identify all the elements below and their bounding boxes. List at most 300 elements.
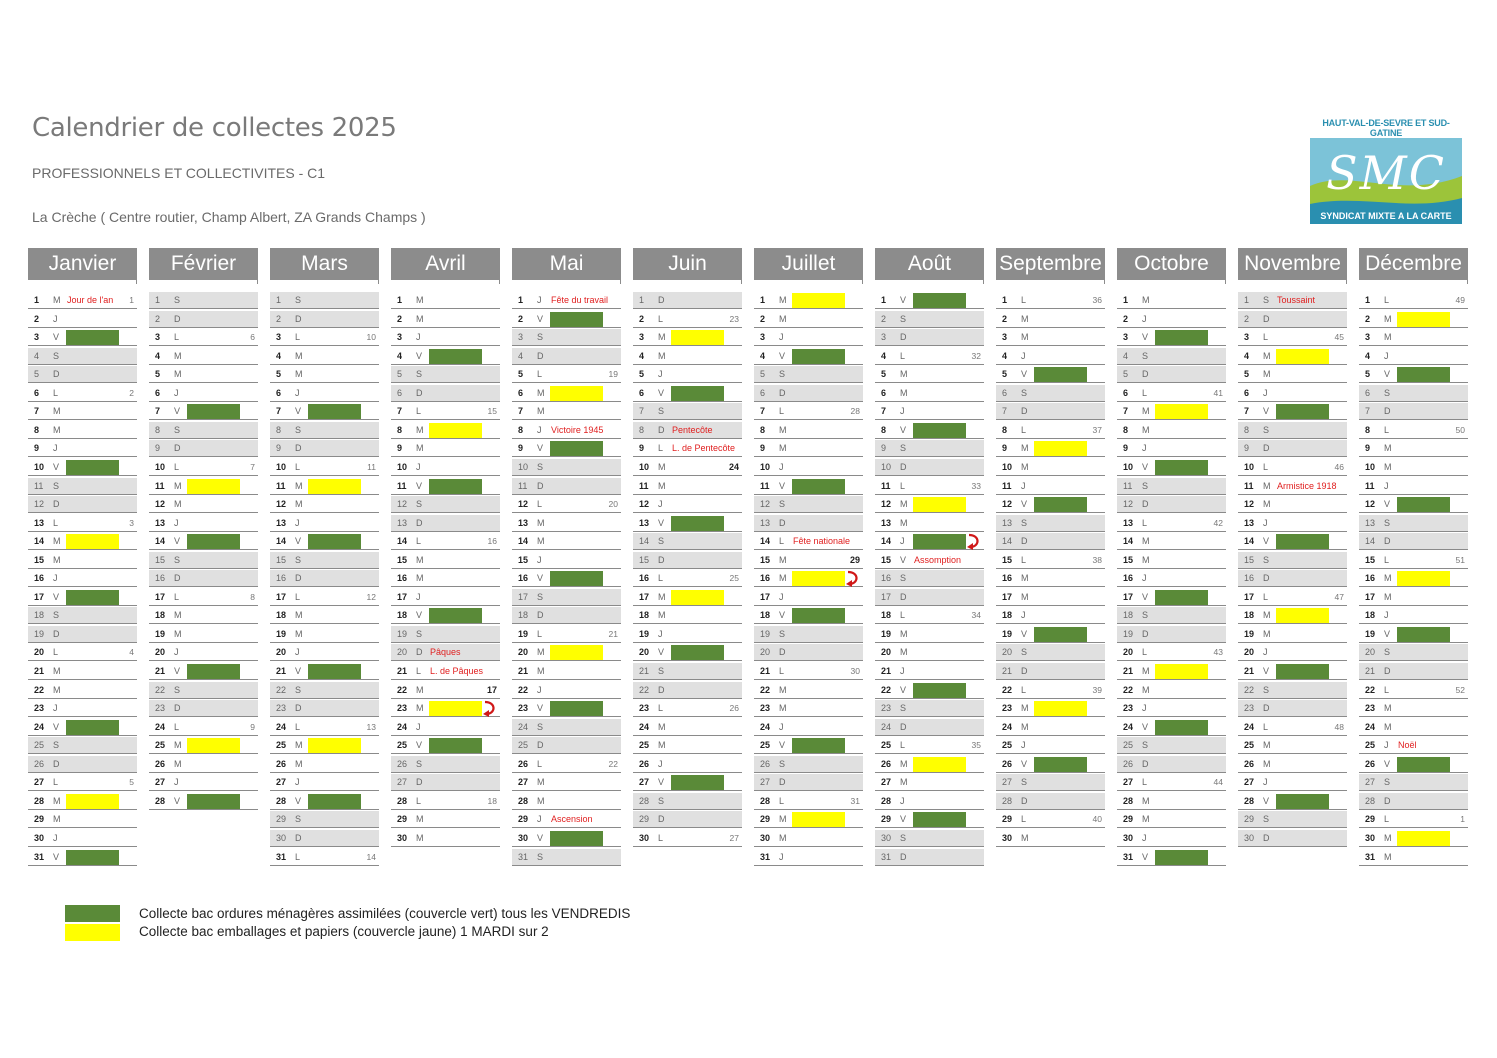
day-number: 26 bbox=[760, 758, 771, 769]
day-row bbox=[512, 440, 621, 457]
day-row bbox=[512, 422, 621, 439]
day-number: 2 bbox=[1002, 313, 1008, 324]
weekday-letter: J bbox=[900, 536, 905, 547]
weekday-letter: M bbox=[295, 350, 303, 361]
day-number: 5 bbox=[1244, 369, 1250, 380]
week-number: 12 bbox=[366, 591, 376, 602]
green-bin-collection bbox=[1276, 664, 1329, 679]
holiday-label: Pentecôte bbox=[672, 424, 713, 435]
day-number: 8 bbox=[397, 424, 403, 435]
week-number: 45 bbox=[1334, 332, 1344, 343]
day-row bbox=[391, 440, 500, 457]
day-row bbox=[1359, 849, 1468, 866]
weekday-letter: V bbox=[1384, 628, 1391, 639]
day-row bbox=[633, 644, 742, 661]
day-row bbox=[149, 478, 258, 495]
weekday-letter: M bbox=[1021, 832, 1029, 843]
day-row bbox=[633, 719, 742, 736]
day-row bbox=[270, 496, 379, 513]
day-number: 28 bbox=[276, 795, 287, 806]
day-number: 7 bbox=[639, 406, 645, 417]
week-number: 44 bbox=[1213, 777, 1223, 788]
weekday-letter: D bbox=[295, 313, 302, 324]
day-row bbox=[633, 830, 742, 847]
day-number: 25 bbox=[881, 740, 892, 751]
day-number: 6 bbox=[1002, 387, 1008, 398]
day-row bbox=[1238, 626, 1347, 643]
weekday-letter: V bbox=[1142, 461, 1149, 472]
day-row bbox=[28, 607, 137, 624]
green-bin-collection bbox=[429, 349, 482, 364]
day-number: 21 bbox=[760, 666, 771, 676]
day-row bbox=[28, 719, 137, 736]
weekday-letter: S bbox=[779, 369, 786, 380]
day-row bbox=[1359, 756, 1468, 773]
day-number: 13 bbox=[397, 517, 408, 528]
day-number: 13 bbox=[276, 517, 287, 528]
day-number: 22 bbox=[518, 684, 529, 695]
weekday-letter: D bbox=[900, 461, 907, 472]
weekday-letter: M bbox=[53, 554, 61, 565]
weekday-letter: D bbox=[658, 814, 665, 825]
weekday-letter: M bbox=[779, 554, 787, 565]
day-number: 14 bbox=[1365, 536, 1376, 547]
day-row bbox=[270, 459, 379, 476]
week-number: 42 bbox=[1213, 517, 1223, 528]
day-row bbox=[270, 830, 379, 847]
day-number: 25 bbox=[397, 740, 408, 751]
day-number: 15 bbox=[1123, 554, 1134, 565]
day-number: 11 bbox=[518, 480, 528, 491]
weekday-letter: M bbox=[416, 443, 424, 454]
day-row bbox=[1238, 719, 1347, 736]
day-row bbox=[28, 589, 137, 606]
day-row bbox=[633, 552, 742, 569]
green-bin-collection bbox=[429, 738, 482, 753]
day-number: 5 bbox=[155, 369, 161, 380]
day-row bbox=[512, 700, 621, 717]
weekday-letter: D bbox=[1384, 406, 1391, 417]
day-row bbox=[1238, 830, 1347, 847]
page-subtitle: PROFESSIONNELS ET COLLECTIVITES - C1 bbox=[32, 165, 326, 181]
green-bin-collection bbox=[66, 590, 119, 605]
day-row bbox=[1117, 533, 1226, 550]
weekday-letter: S bbox=[1384, 777, 1391, 788]
day-number: 3 bbox=[155, 332, 161, 343]
day-row bbox=[1359, 811, 1468, 828]
day-number: 10 bbox=[760, 461, 771, 472]
day-row bbox=[996, 700, 1105, 717]
day-row bbox=[1117, 719, 1226, 736]
yellow-bin-collection bbox=[429, 423, 482, 438]
weekday-letter: L bbox=[53, 387, 59, 398]
day-number: 15 bbox=[881, 554, 892, 565]
weekday-letter: L bbox=[900, 480, 906, 491]
day-number: 21 bbox=[155, 666, 166, 676]
day-number: 19 bbox=[760, 628, 771, 639]
day-number: 28 bbox=[1002, 795, 1013, 806]
day-number: 26 bbox=[397, 758, 408, 769]
weekday-letter: M bbox=[416, 424, 424, 435]
day-row bbox=[875, 607, 984, 624]
day-row bbox=[28, 756, 137, 773]
holiday-label: Armistice 1918 bbox=[1277, 480, 1337, 491]
green-bin-collection bbox=[913, 812, 966, 827]
weekday-letter: M bbox=[779, 295, 787, 305]
day-row bbox=[270, 292, 379, 309]
weekday-letter: S bbox=[658, 406, 665, 417]
week-number: 40 bbox=[1092, 814, 1102, 825]
day-row bbox=[754, 849, 863, 866]
day-number: 26 bbox=[518, 758, 529, 769]
weekday-letter: V bbox=[537, 832, 544, 843]
day-number: 22 bbox=[881, 684, 892, 695]
weekday-letter: M bbox=[537, 387, 545, 398]
weekday-letter: J bbox=[1142, 573, 1147, 584]
weekday-letter: S bbox=[53, 480, 60, 491]
day-row bbox=[512, 478, 621, 495]
day-number: 9 bbox=[1365, 443, 1371, 454]
day-row bbox=[391, 830, 500, 847]
day-row bbox=[633, 682, 742, 699]
day-number: 4 bbox=[397, 350, 403, 361]
day-row bbox=[754, 292, 863, 309]
day-row bbox=[149, 626, 258, 643]
day-number: 9 bbox=[639, 443, 645, 454]
day-number: 22 bbox=[1002, 684, 1013, 695]
weekday-letter: M bbox=[1384, 573, 1392, 584]
day-row bbox=[1238, 329, 1347, 346]
day-number: 1 bbox=[276, 295, 282, 305]
day-row bbox=[754, 644, 863, 661]
weekday-letter: S bbox=[53, 740, 60, 751]
day-number: 12 bbox=[34, 499, 45, 510]
weekday-letter: S bbox=[53, 350, 60, 361]
day-number: 25 bbox=[155, 740, 166, 751]
weekday-letter: D bbox=[416, 777, 423, 788]
day-row bbox=[1359, 626, 1468, 643]
day-row bbox=[633, 496, 742, 513]
day-number: 8 bbox=[1244, 424, 1250, 435]
weekday-letter: D bbox=[658, 295, 665, 305]
yellow-bin-collection bbox=[66, 794, 119, 809]
month-header: Septembre bbox=[996, 248, 1105, 280]
weekday-letter: M bbox=[900, 628, 908, 639]
day-row bbox=[1238, 589, 1347, 606]
day-number: 9 bbox=[34, 443, 40, 454]
day-number: 5 bbox=[881, 369, 887, 380]
day-number: 31 bbox=[881, 851, 892, 862]
day-row bbox=[754, 719, 863, 736]
day-row bbox=[1117, 292, 1226, 309]
green-bin-collection bbox=[1034, 627, 1087, 642]
weekday-letter: V bbox=[416, 350, 423, 361]
weekday-letter: M bbox=[1021, 443, 1029, 454]
weekday-letter: D bbox=[537, 350, 544, 361]
day-row bbox=[633, 737, 742, 754]
weekday-letter: L bbox=[1384, 295, 1390, 305]
day-number: 30 bbox=[1123, 832, 1134, 843]
weekday-letter: V bbox=[1021, 628, 1028, 639]
weekday-letter: M bbox=[1021, 313, 1029, 324]
weekday-letter: L bbox=[416, 666, 422, 676]
day-number: 17 bbox=[760, 591, 771, 602]
day-row bbox=[996, 385, 1105, 402]
day-number: 3 bbox=[639, 332, 645, 343]
weekday-letter: L bbox=[779, 795, 785, 806]
day-number: 30 bbox=[1244, 832, 1255, 843]
day-number: 18 bbox=[518, 610, 529, 621]
day-row bbox=[754, 366, 863, 383]
day-number: 6 bbox=[760, 387, 766, 398]
weekday-letter: V bbox=[295, 536, 302, 547]
day-row bbox=[1117, 756, 1226, 773]
day-row bbox=[270, 366, 379, 383]
day-number: 1 bbox=[1244, 295, 1250, 305]
yellow-bin-collection bbox=[792, 571, 845, 586]
day-number: 16 bbox=[518, 573, 529, 584]
day-row bbox=[270, 478, 379, 495]
weekday-letter: L bbox=[295, 461, 301, 472]
weekday-letter: D bbox=[1263, 313, 1270, 324]
month-header: Août bbox=[875, 248, 984, 280]
day-number: 24 bbox=[881, 721, 892, 732]
moved-collection-arrow-icon bbox=[482, 700, 500, 718]
day-row bbox=[875, 422, 984, 439]
weekday-letter: J bbox=[779, 721, 784, 732]
day-number: 11 bbox=[639, 480, 649, 491]
day-number: 14 bbox=[1002, 536, 1013, 547]
day-row bbox=[1359, 385, 1468, 402]
day-number: 27 bbox=[760, 777, 771, 788]
weekday-letter: M bbox=[658, 480, 666, 491]
yellow-bin-collection bbox=[187, 479, 240, 494]
day-number: 1 bbox=[155, 295, 161, 305]
day-row bbox=[28, 533, 137, 550]
day-number: 8 bbox=[639, 424, 645, 435]
day-row bbox=[996, 756, 1105, 773]
weekday-letter: S bbox=[1021, 517, 1028, 528]
day-number: 14 bbox=[1244, 536, 1255, 547]
day-number: 16 bbox=[34, 573, 45, 584]
yellow-bin-collection bbox=[1397, 831, 1450, 846]
weekday-letter: M bbox=[537, 517, 545, 528]
weekday-letter: S bbox=[537, 721, 544, 732]
weekday-letter: J bbox=[1142, 832, 1147, 843]
weekday-letter: M bbox=[537, 406, 545, 417]
weekday-letter: M bbox=[416, 703, 424, 714]
day-number: 23 bbox=[881, 703, 892, 714]
day-row bbox=[149, 663, 258, 680]
day-row bbox=[875, 644, 984, 661]
day-row bbox=[28, 422, 137, 439]
day-number: 9 bbox=[518, 443, 524, 454]
weekday-letter: J bbox=[295, 777, 300, 788]
day-number: 13 bbox=[881, 517, 892, 528]
day-row bbox=[754, 515, 863, 532]
weekday-letter: D bbox=[53, 628, 60, 639]
day-number: 15 bbox=[639, 554, 650, 565]
weekday-letter: L bbox=[53, 777, 59, 788]
day-number: 21 bbox=[34, 666, 45, 676]
day-row bbox=[1359, 478, 1468, 495]
day-row bbox=[1359, 533, 1468, 550]
day-row bbox=[1117, 811, 1226, 828]
day-row bbox=[1359, 496, 1468, 513]
weekday-letter: L bbox=[1021, 684, 1027, 695]
day-row bbox=[633, 700, 742, 717]
day-row bbox=[754, 348, 863, 365]
weekday-letter: J bbox=[1263, 777, 1268, 788]
day-number: 11 bbox=[1365, 480, 1375, 491]
day-row bbox=[633, 756, 742, 773]
weekday-letter: S bbox=[174, 424, 181, 435]
weekday-letter: D bbox=[1021, 406, 1028, 417]
weekday-letter: M bbox=[1142, 424, 1150, 435]
week-number: 29 bbox=[849, 554, 860, 565]
weekday-letter: D bbox=[53, 499, 60, 510]
green-bin-collection bbox=[792, 608, 845, 623]
day-row bbox=[28, 459, 137, 476]
day-number: 17 bbox=[518, 591, 529, 602]
weekday-letter: M bbox=[416, 573, 424, 584]
weekday-letter: V bbox=[1263, 666, 1270, 676]
day-row bbox=[754, 737, 863, 754]
green-bin-collection bbox=[550, 312, 603, 327]
weekday-letter: M bbox=[1384, 591, 1392, 602]
day-number: 4 bbox=[1002, 350, 1008, 361]
weekday-letter: D bbox=[658, 424, 665, 435]
day-row bbox=[391, 570, 500, 587]
day-number: 15 bbox=[1365, 554, 1376, 565]
yellow-bin-collection bbox=[671, 590, 724, 605]
weekday-letter: M bbox=[53, 795, 61, 806]
day-row bbox=[1117, 607, 1226, 624]
weekday-letter: V bbox=[1263, 406, 1270, 417]
weekday-letter: M bbox=[174, 480, 182, 491]
day-row bbox=[512, 311, 621, 328]
green-bin-collection bbox=[550, 571, 603, 586]
weekday-letter: V bbox=[416, 740, 423, 751]
day-number: 6 bbox=[276, 387, 282, 398]
day-row bbox=[28, 478, 137, 495]
weekday-letter: V bbox=[537, 573, 544, 584]
weekday-letter: M bbox=[779, 684, 787, 695]
day-number: 2 bbox=[760, 313, 766, 324]
day-row bbox=[28, 737, 137, 754]
day-number: 7 bbox=[1365, 406, 1371, 417]
day-number: 22 bbox=[1365, 684, 1376, 695]
day-row bbox=[633, 366, 742, 383]
weekday-letter: L bbox=[537, 758, 543, 769]
day-number: 21 bbox=[1244, 666, 1255, 676]
day-number: 28 bbox=[639, 795, 650, 806]
day-row bbox=[754, 552, 863, 569]
day-row bbox=[270, 682, 379, 699]
day-row bbox=[149, 366, 258, 383]
week-number: 49 bbox=[1455, 295, 1465, 305]
weekday-letter: J bbox=[174, 777, 179, 788]
day-number: 1 bbox=[1002, 295, 1008, 305]
green-bin-collection bbox=[66, 330, 119, 345]
day-number: 8 bbox=[276, 424, 282, 435]
weekday-letter: J bbox=[1021, 480, 1026, 491]
holiday-label: Pâques bbox=[430, 647, 461, 658]
day-number: 19 bbox=[276, 628, 287, 639]
day-row bbox=[512, 607, 621, 624]
day-number: 14 bbox=[639, 536, 650, 547]
weekday-letter: D bbox=[1384, 666, 1391, 676]
weekday-letter: M bbox=[1384, 461, 1392, 472]
month-header: Mars bbox=[270, 248, 379, 280]
day-row bbox=[633, 403, 742, 420]
day-row bbox=[512, 366, 621, 383]
day-number: 20 bbox=[34, 647, 45, 658]
day-row bbox=[28, 626, 137, 643]
weekday-letter: S bbox=[1142, 480, 1149, 491]
day-row bbox=[270, 644, 379, 661]
day-number: 15 bbox=[34, 554, 45, 565]
weekday-letter: D bbox=[1021, 795, 1028, 806]
day-row bbox=[391, 292, 500, 309]
weekday-letter: L bbox=[1263, 461, 1269, 472]
weekday-letter: M bbox=[174, 499, 182, 510]
day-number: 1 bbox=[1365, 295, 1371, 305]
day-row bbox=[996, 570, 1105, 587]
day-number: 22 bbox=[397, 684, 408, 695]
day-row bbox=[996, 403, 1105, 420]
week-number: 31 bbox=[850, 795, 860, 806]
day-number: 3 bbox=[1365, 332, 1371, 343]
weekday-letter: D bbox=[174, 573, 181, 584]
day-number: 5 bbox=[639, 369, 645, 380]
day-row bbox=[149, 440, 258, 457]
day-number: 4 bbox=[155, 350, 161, 361]
day-row bbox=[875, 292, 984, 309]
day-number: 19 bbox=[397, 628, 408, 639]
week-number: 47 bbox=[1334, 591, 1344, 602]
day-row bbox=[270, 385, 379, 402]
weekday-letter: D bbox=[1384, 536, 1391, 547]
weekday-letter: D bbox=[1263, 573, 1270, 584]
day-number: 10 bbox=[155, 461, 166, 472]
day-row bbox=[1117, 459, 1226, 476]
week-number: 4 bbox=[129, 647, 134, 658]
day-number: 2 bbox=[34, 313, 40, 324]
day-number: 17 bbox=[1244, 591, 1255, 602]
day-row bbox=[875, 440, 984, 457]
weekday-letter: J bbox=[1021, 610, 1026, 621]
day-row bbox=[28, 348, 137, 365]
day-number: 20 bbox=[397, 647, 408, 658]
day-number: 28 bbox=[397, 795, 408, 806]
weekday-letter: J bbox=[416, 591, 421, 602]
day-number: 24 bbox=[639, 721, 650, 732]
day-row bbox=[270, 533, 379, 550]
weekday-letter: V bbox=[295, 666, 302, 676]
weekday-letter: L bbox=[416, 406, 422, 417]
weekday-letter: L bbox=[416, 795, 422, 806]
day-number: 27 bbox=[1365, 777, 1376, 788]
yellow-bin-collection bbox=[308, 738, 361, 753]
week-number: 16 bbox=[487, 536, 497, 547]
day-number: 1 bbox=[639, 295, 645, 305]
weekday-letter: D bbox=[1142, 628, 1149, 639]
day-row bbox=[633, 478, 742, 495]
day-number: 8 bbox=[1002, 424, 1008, 435]
weekday-letter: J bbox=[900, 406, 905, 417]
day-number: 16 bbox=[1365, 573, 1376, 584]
